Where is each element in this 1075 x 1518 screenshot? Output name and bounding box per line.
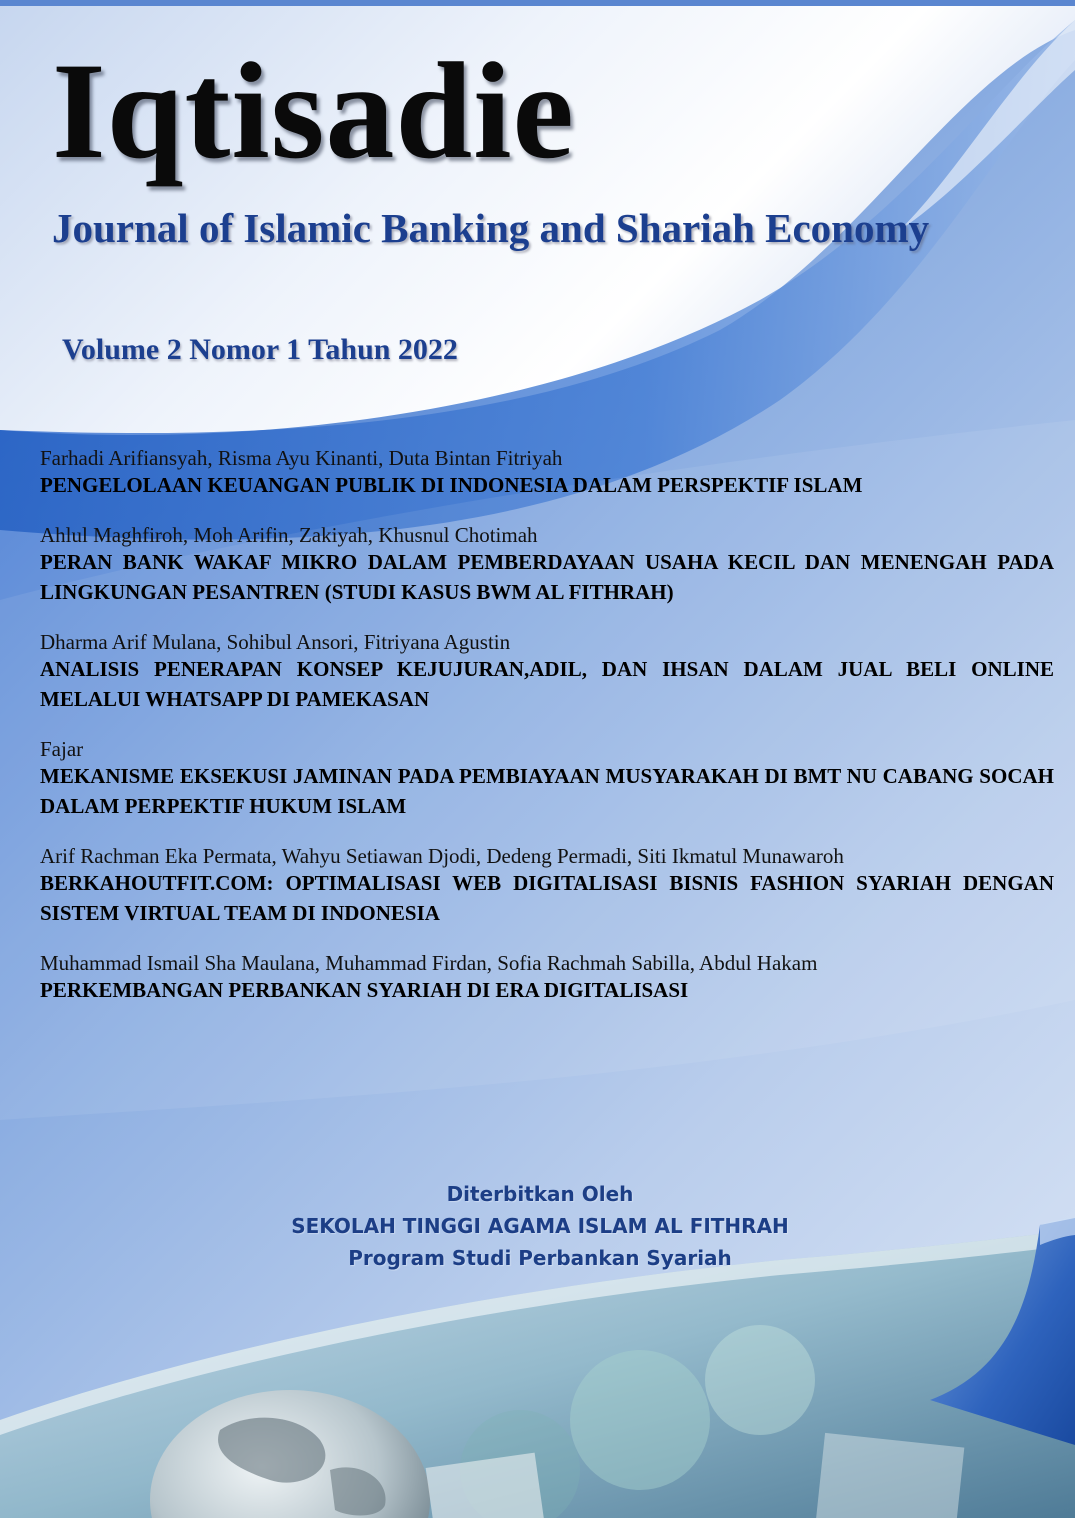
article-authors: Dharma Arif Mulana, Sohibul Ansori, Fitriyana Agustin bbox=[40, 630, 511, 654]
article-authors: Ahlul Maghfiroh, Moh Arifin, Zakiyah, Khusnul Chotimah bbox=[40, 523, 538, 547]
article-list bbox=[40, 446, 1054, 1028]
article-authors: Muhammad Ismail Sha Maulana, Muhammad Firdan, Sofia Rachmah Sabilla, Abdul Hakam bbox=[40, 951, 818, 975]
article-title: BERKAHOUTFIT.COM: OPTIMALISASI WEB DIGITALISASI BISNIS FASHION SYARIAH DENGAN SISTEM VIRTUAL TEAM DI INDONESIA bbox=[40, 871, 1054, 925]
article-entry bbox=[40, 844, 1054, 928]
article-title: ANALISIS PENERAPAN KONSEP KEJUJURAN,ADIL, DAN IHSAN DALAM JUAL BELI ONLINE MELALUI WHATSAPP DI PAMEKASAN bbox=[40, 657, 1054, 711]
journal-title: Iqtisadie bbox=[52, 34, 575, 187]
article-entry bbox=[40, 951, 1054, 1005]
article-authors: Fajar bbox=[40, 737, 84, 761]
publisher-program: Program Studi Perbankan Syariah bbox=[348, 1246, 732, 1270]
article-authors: Arif Rachman Eka Permata, Wahyu Setiawan Djodi, Dedeng Permadi, Siti Ikmatul Munawaroh bbox=[40, 844, 844, 868]
publisher-institution: SEKOLAH TINGGI AGAMA ISLAM AL FITHRAH bbox=[291, 1214, 789, 1238]
article-title: PERKEMBANGAN PERBANKAN SYARIAH DI ERA DIGITALISASI bbox=[40, 978, 689, 1002]
article-authors: Farhadi Arifiansyah, Risma Ayu Kinanti, Duta Bintan Fitriyah bbox=[40, 446, 563, 470]
publisher-label: Diterbitkan Oleh bbox=[446, 1182, 634, 1206]
article-entry bbox=[40, 737, 1054, 821]
article-entry bbox=[40, 446, 1054, 500]
article-entry bbox=[40, 630, 1054, 714]
article-title: PENGELOLAAN KEUANGAN PUBLIK DI INDONESIA DALAM PERSPEKTIF ISLAM bbox=[40, 473, 863, 497]
article-entry bbox=[40, 523, 1054, 607]
article-title: MEKANISME EKSEKUSI JAMINAN PADA PEMBIAYAAN MUSYARAKAH DI BMT NU CABANG SOCAH DALAM PERPEKTIF HUKUM ISLAM bbox=[40, 764, 1054, 818]
journal-subtitle: Journal of Islamic Banking and Shariah Economy bbox=[52, 205, 930, 251]
volume-issue-line: Volume 2 Nomor 1 Tahun 2022 bbox=[62, 333, 458, 366]
article-title: PERAN BANK WAKAF MIKRO DALAM PEMBERDAYAAN USAHA KECIL DAN MENENGAH PADA LINGKUNGAN PESANTREN (STUDI KASUS BWM AL FITHRAH) bbox=[40, 550, 1054, 604]
publisher-block bbox=[230, 1178, 850, 1274]
